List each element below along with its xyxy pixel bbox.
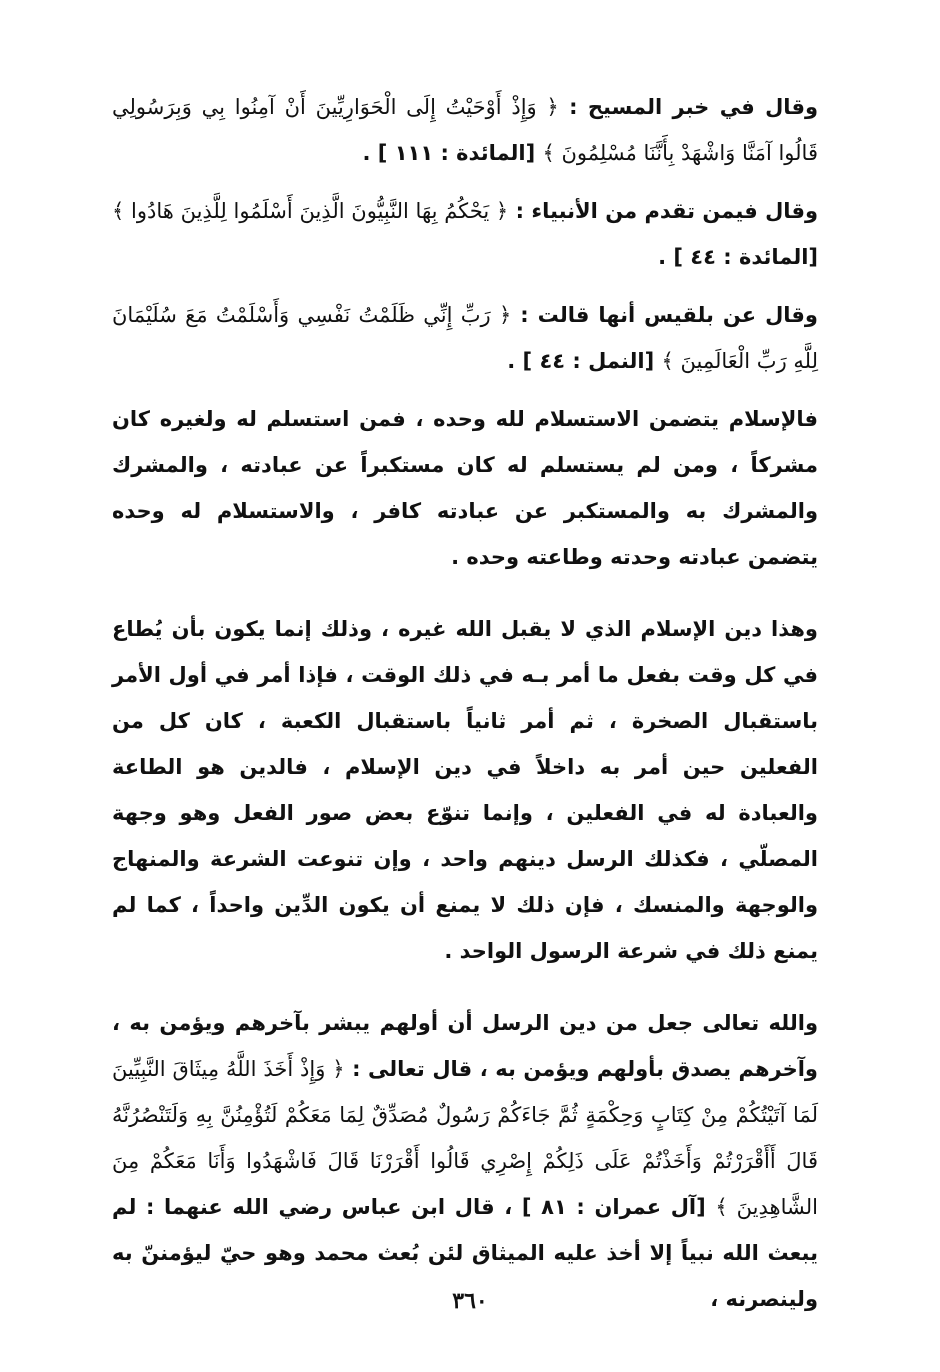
paragraph-intro: والله تعالى جعل من دين الرسل أن أولهم يبشر بآخرهم ويؤمن به ، وآخرهم يصدق بأولهم ويؤمن به ، قال تعالى : bbox=[112, 1011, 818, 1081]
paragraph-intro: وقال فيمن تقدم من الأنبياء : bbox=[508, 199, 818, 223]
paragraph-christ-news bbox=[112, 84, 818, 176]
paragraph-covenant bbox=[112, 1000, 818, 1322]
paragraph-intro: وقال عن بلقيس أنها قالت : bbox=[511, 303, 818, 327]
paragraph-bilqis bbox=[112, 292, 818, 384]
quran-verse: ﴿ يَحْكُمُ بِهَا النَّبِيُّونَ الَّذِينَ أَسْلَمُوا لِلَّذِينَ هَادُوا ﴾ bbox=[112, 199, 509, 223]
quran-verse: ﴿ وَإِذْ أَخَذَ اللَّهُ مِيثَاقَ النَّبِيِّينَ لَمَا آتَيْتُكُمْ مِنْ كِتَابٍ وَحِكْمَةٍ ثُمَّ جَاءَكُمْ رَسُولٌ مُصَدِّقٌ لِمَا مَعَكُمْ لَتُؤْمِنُنَّ بِهِ وَلَتَنْصُرُنَّهُ قَالَ أَأَقْرَرْتُمْ وَأَخَذْتُمْ عَلَى ذَلِكُمْ إِصْرِي قَالُوا أَقْرَرْنَا قَالَ فَاشْهَدُوا وَأَنَا مَعَكُمْ مِنَ الشَّاهِدِينَ ﴾ bbox=[112, 1057, 818, 1219]
paragraph-prophets bbox=[112, 188, 818, 280]
verse-reference: [آل عمران : ٨١ ] ، قال ابن عباس رضي الله عنهما : لم يبعث الله نبياً إلا أخذ عليه الميثاق لئن بُعث محمد وهو حيّ ليؤمننّ به ولينصرنه ، bbox=[112, 1195, 818, 1311]
verse-reference: [المائدة : ٤٤ ] . bbox=[658, 245, 818, 269]
page-number: ٣٦٠ bbox=[452, 1288, 488, 1314]
quran-verse: ﴿ وَإِذْ أَوْحَيْتُ إِلَى الْحَوَارِيِّينَ أَنْ آمِنُوا بِي وَبِرَسُولِي قَالُوا آمَنَّا وَاشْهَدْ بِأَنَّنَا مُسْلِمُونَ ﴾ bbox=[112, 95, 818, 165]
verse-reference: [النمل : ٤٤ ] . bbox=[507, 349, 662, 373]
quran-verse: ﴿ رَبِّ إِنِّي ظَلَمْتُ نَفْسِي وَأَسْلَمْتُ مَعَ سُلَيْمَانَ لِلَّهِ رَبِّ الْعَالَمِينَ ﴾ bbox=[112, 303, 818, 373]
paragraph-islam-submission: فالإسلام يتضمن الاستسلام لله وحده ، فمن استسلم له ولغيره كان مشركاً ، ومن لم يستسلم له كان مستكبراً عن عبادته ، والمشرك والمشرك به والمستكبر عن عبادته كافر ، والاستسلام له وحده يتضمن عبادته وحدته وطاعته وحده . bbox=[112, 407, 818, 569]
paragraph-religion-of-islam: وهذا دين الإسلام الذي لا يقبل الله غيره ، وذلك إنما يكون بأن يُطاع في كل وقت بفعل ما أمر بـه في ذلك الوقت ، فإذا أمر في أول الأمر باستقبال الصخرة ، ثم أمر ثانياً باستقبال الكعبة ، كان كل من الفعلين حين أمر به داخلاً في دين الإسلام ، فالدين هو الطاعة والعبادة له في الفعلين ، وإنما تنوّع بعض صور الفعل وهو وجهة المصلّي ، فكذلك الرسل دينهم واحد ، وإن تنوعت الشرعة والمنهاج والوجهة والمنسك ، فإن ذلك لا يمنع أن يكون الدِّين واحداً ، كما لم يمنع ذلك في شرعة الرسول الواحد . bbox=[112, 617, 818, 963]
page-body bbox=[112, 84, 818, 1314]
verse-reference: [المائدة : ١١١ ] . bbox=[362, 141, 543, 165]
paragraph-intro: وقال في خبر المسيح : bbox=[558, 95, 818, 119]
